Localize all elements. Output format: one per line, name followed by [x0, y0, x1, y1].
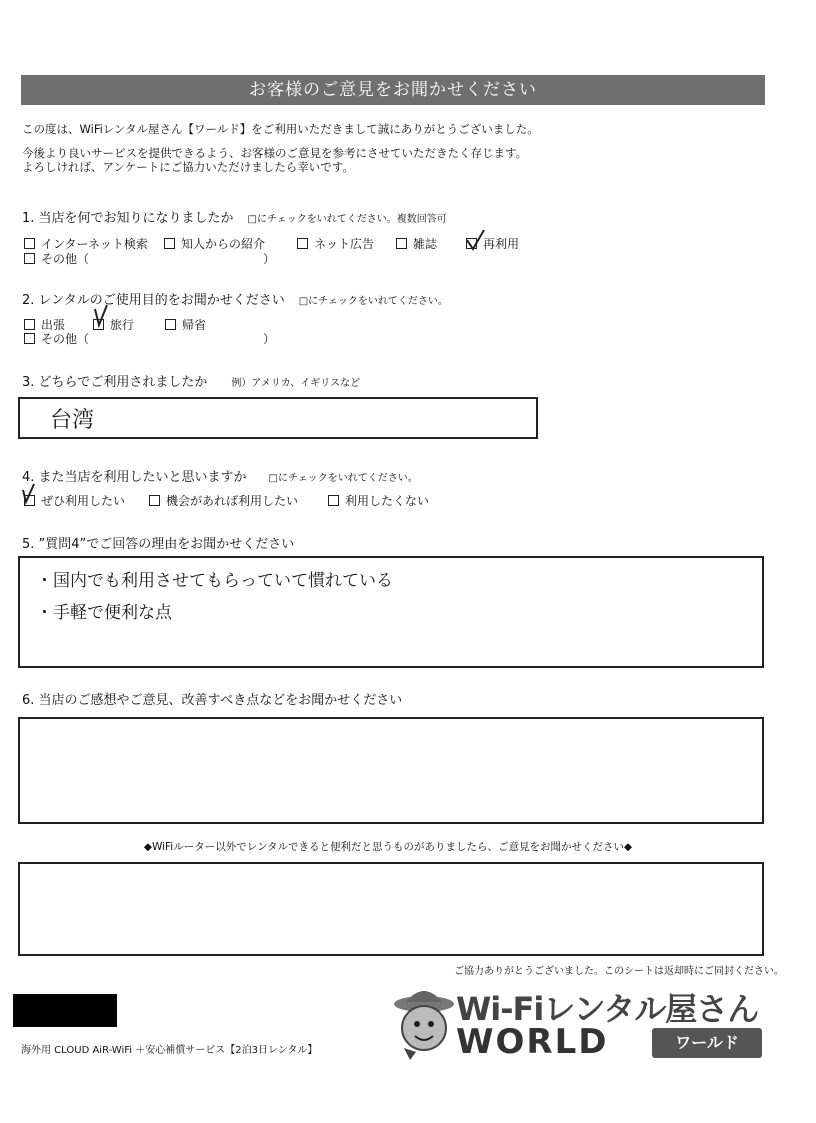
checkbox[interactable] — [24, 333, 35, 344]
question-6: 6. 当店のご感想やご意見、改善すべき点などをお聞かせください — [22, 693, 403, 708]
q2-option-business[interactable]: 出張 — [24, 316, 65, 333]
checkbox[interactable] — [297, 238, 308, 249]
company-logo — [390, 984, 770, 1064]
question-3 — [22, 371, 360, 390]
page-title: お客様のご意見をお聞かせください — [21, 75, 765, 105]
q4-option-definitely[interactable]: ぜひ利用したい — [24, 492, 125, 509]
q1-option-reuse[interactable]: 再利用 — [466, 235, 519, 252]
q6-answer-box[interactable] — [18, 717, 764, 824]
q5-answer-line-1: ・国内でも利用させてもらっていて慣れている — [36, 571, 393, 591]
question-3-label: 3. どちらでご利用されましたか — [22, 375, 208, 390]
q5-answer-box[interactable] — [18, 556, 764, 668]
q2-option-homecoming[interactable]: 帰省 — [165, 316, 206, 333]
mascot-icon — [390, 984, 460, 1062]
question-1-note: □にチェックをいれてください。複数回答可 — [247, 214, 447, 225]
q2-checkmark-icon — [92, 303, 110, 329]
logo-line-2: WORLD — [456, 1022, 609, 1062]
question-2 — [22, 289, 448, 308]
question-7: ◆WiFiルーター以外でレンタルできると便利だと思うものがありましたら、ご意見をお聞かせください◆ — [143, 841, 633, 853]
checkbox[interactable] — [24, 253, 35, 264]
question-4-label: 4. また当店を利用したいと思いますか — [22, 470, 247, 485]
question-3-example: 例）アメリカ、イギリスなど — [231, 378, 361, 389]
q1-option-other[interactable]: その他（ — [24, 250, 89, 267]
q1-other-close: ） — [263, 252, 276, 266]
checkbox[interactable] — [24, 319, 35, 330]
q2-option-other[interactable]: その他（ — [24, 330, 89, 347]
checkbox[interactable] — [165, 319, 176, 330]
question-1 — [22, 207, 447, 226]
q4-option-if-chance[interactable]: 機会があれば利用したい — [149, 492, 298, 509]
q2-other-close: ） — [263, 332, 276, 346]
q4-checkmark-icon — [20, 482, 38, 506]
q2-option-travel[interactable]: 旅行 — [93, 316, 134, 333]
q4-option-no[interactable]: 利用したくない — [328, 492, 429, 509]
q3-answer-box[interactable] — [18, 397, 538, 439]
question-5: 5. ”質問4”でご回答の理由をお聞かせください — [22, 537, 295, 552]
redacted-block — [13, 994, 117, 1027]
q1-checkmark-icon — [464, 228, 486, 252]
q1-option-net-ad[interactable]: ネット広告 — [297, 235, 374, 252]
checkbox[interactable] — [396, 238, 407, 249]
plan-text: 海外用 CLOUD AiR-WiFi ＋安心補償サービス【2泊3日レンタル】 — [21, 1045, 318, 1056]
question-1-label: 1. 当店を何でお知りになりましたか — [22, 211, 234, 226]
question-4 — [22, 466, 418, 485]
checkbox[interactable] — [24, 238, 35, 249]
thanks-note: ご協力ありがとうございました。このシートは返却時にご同封ください。 — [454, 966, 784, 977]
q1-option-magazine[interactable]: 雑誌 — [396, 235, 437, 252]
intro-line-1: この度は、WiFiレンタル屋さん【ワールド】をご利用いただきまして誠にありがとうございました。 — [22, 122, 539, 136]
checkbox[interactable] — [149, 495, 160, 506]
question-2-label: 2. レンタルのご使用目的をお聞かせください — [22, 293, 285, 308]
checkbox[interactable] — [164, 238, 175, 249]
question-2-note: □にチェックをいれてください。 — [298, 296, 448, 307]
logo-line-1: Wi-Fiレンタル屋さん — [456, 990, 759, 1028]
q3-answer-text: 台湾 — [50, 408, 95, 433]
q1-option-friend[interactable]: 知人からの紹介 — [164, 235, 265, 252]
intro-line-3: よろしければ、アンケートにご協力いただけましたら幸いです。 — [22, 160, 354, 174]
checkbox[interactable] — [328, 495, 339, 506]
q5-answer-line-2: ・手軽で便利な点 — [36, 603, 172, 623]
question-4-note: □にチェックをいれてください。 — [268, 473, 418, 484]
q7-answer-box[interactable] — [18, 862, 764, 956]
logo-badge: ワールド — [652, 1028, 762, 1058]
q1-option-internet[interactable]: インターネット検索 — [24, 235, 148, 252]
intro-line-2: 今後より良いサービスを提供できるよう、お客様のご意見を参考にさせていただきたく存じます。 — [22, 146, 528, 160]
